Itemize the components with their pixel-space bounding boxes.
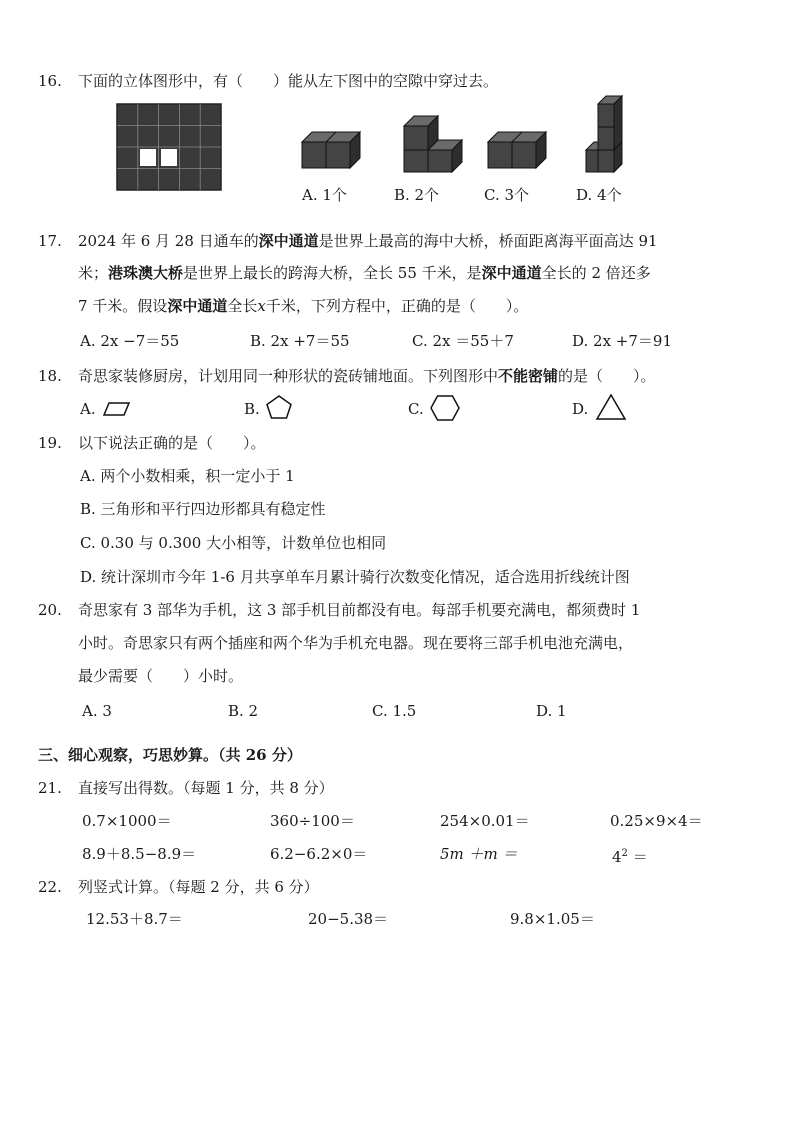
q20-line1: 奇思家有 3 部华为手机，这 3 部手机目前都没有电。每部手机要充满电，都须费时 1: [78, 601, 641, 619]
q18-option-b-label[interactable]: B.: [244, 400, 260, 418]
q17-text: 2024 年 6 月 28 日通车的: [78, 232, 259, 250]
q17-option-d[interactable]: D. 2x +7＝91: [572, 332, 672, 350]
q20-option-b[interactable]: B. 2: [228, 702, 259, 720]
q20-line2: 小时。奇思家只有两个插座和两个华为手机充电器。现在要将三部手机电池充满电，: [78, 634, 634, 652]
q21-expr-8-base: 4: [612, 848, 622, 866]
q21-number: 21.: [38, 779, 62, 797]
q22-expr-1: 12.53＋8.7＝: [86, 910, 183, 928]
q21-expr-3: 254×0.01＝: [440, 812, 530, 830]
q18-text: [78, 365, 656, 387]
q20-option-c[interactable]: C. 1.5: [372, 702, 417, 720]
q21-expr-6: 6.2−6.2×0＝: [270, 845, 368, 863]
q17-line2: [78, 262, 651, 284]
q18-bold-term: 不能密铺: [498, 367, 559, 385]
q21-expr-1: 0.7×1000＝: [82, 812, 172, 830]
q18-option-c-label[interactable]: C.: [408, 400, 424, 418]
q17-number: 17.: [38, 232, 62, 250]
q18-number: 18.: [38, 367, 62, 385]
q18-text-part: 的是（ ）。: [558, 367, 656, 385]
q17-option-c[interactable]: C. 2x ＝55＋7: [412, 332, 514, 350]
q19-option-a[interactable]: A. 两个小数相乘，积一定小于 1: [80, 467, 295, 485]
q21-expr-7: 5m ＋m ＝: [440, 845, 518, 863]
q18-option-d-label[interactable]: D.: [572, 400, 589, 418]
q17-option-b[interactable]: B. 2x +7＝55: [250, 332, 350, 350]
q21-expr-8: [612, 843, 648, 868]
q20-number: 20.: [38, 601, 62, 619]
pentagon-icon[interactable]: [266, 395, 292, 419]
section-3-title: 三、细心观察，巧思妙算。（共 26 分）: [38, 746, 302, 764]
q17-text: 千米，下列方程中，正确的是（ ）。: [265, 297, 529, 315]
q22-number: 22.: [38, 878, 62, 896]
q17-variable: x: [257, 297, 266, 315]
q19-number: 19.: [38, 434, 62, 452]
q16-grid-figure: [117, 104, 221, 190]
q22-expr-2: 20−5.38＝: [308, 910, 389, 928]
q19-text: 以下说法正确的是（ ）。: [78, 434, 266, 452]
q21-expr-8-exponent: 2: [621, 848, 628, 859]
q20-line3: 最少需要（ ）小时。: [78, 667, 244, 685]
q17-line3: [78, 295, 528, 317]
q17-bold-term: 港珠澳大桥: [108, 264, 184, 282]
q17-text: 全长: [227, 297, 258, 315]
parallelogram-icon[interactable]: [104, 402, 130, 416]
q16-option-c[interactable]: C. 3个: [484, 186, 530, 204]
q18-text-part: 奇思家装修厨房，计划用同一种形状的瓷砖铺地面。下列图形中: [78, 367, 499, 385]
q16-shape-a: [302, 130, 364, 170]
q16-option-b[interactable]: B. 2个: [394, 186, 440, 204]
q16-option-d[interactable]: D. 4个: [576, 186, 622, 204]
q21-expr-2: 360÷100＝: [270, 812, 355, 830]
hexagon-icon[interactable]: [430, 395, 460, 421]
q16-shape-c: [488, 130, 550, 170]
q16-number: 16.: [38, 72, 62, 90]
q17-text: 是世界上最长的跨海大桥，全长 55 千米，是: [183, 264, 482, 282]
q17-text: 是世界上最高的海中大桥，桥面距离海平面高达 91: [318, 232, 658, 250]
q17-line1: [78, 230, 658, 252]
q17-text: 米；: [78, 264, 109, 282]
q21-text: 直接写出得数。（每题 1 分，共 8 分）: [78, 779, 334, 797]
q19-option-b[interactable]: B. 三角形和平行四边形都具有稳定性: [80, 500, 326, 518]
q19-option-d[interactable]: D. 统计深圳市今年 1-6 月共享单车月累计骑行次数变化情况，适合选用折线统计图: [80, 568, 630, 586]
q16-text: 下面的立体图形中，有（ ）能从左下图中的空隙中穿过去。: [78, 72, 499, 90]
q18-option-a-label[interactable]: A.: [80, 400, 96, 418]
q21-expr-5: 8.9＋8.5−8.9＝: [82, 845, 197, 863]
q21-expr-4: 0.25×9×4＝: [610, 812, 703, 830]
q17-bold-term: 深中通道: [258, 232, 319, 250]
q22-expr-3: 9.8×1.05＝: [510, 910, 595, 928]
triangle-icon[interactable]: [596, 394, 626, 420]
q17-bold-term: 深中通道: [167, 297, 228, 315]
q19-option-c[interactable]: C. 0.30 与 0.300 大小相等，计数单位也相同: [80, 534, 387, 552]
q17-text: 7 千米。假设: [78, 297, 168, 315]
q21-expr-8-equals: ＝: [627, 848, 648, 866]
q20-option-d[interactable]: D. 1: [536, 702, 567, 720]
q16-option-a[interactable]: A. 1个: [302, 186, 347, 204]
q17-bold-term: 深中通道: [481, 264, 542, 282]
q16-shape-b: [404, 112, 464, 174]
q22-text: 列竖式计算。（每题 2 分，共 6 分）: [78, 878, 319, 896]
q17-option-a[interactable]: A. 2x −7＝55: [80, 332, 180, 350]
q20-option-a[interactable]: A. 3: [82, 702, 112, 720]
q17-text: 全长的 2 倍还多: [541, 264, 651, 282]
q16-shape-d: [586, 94, 626, 174]
